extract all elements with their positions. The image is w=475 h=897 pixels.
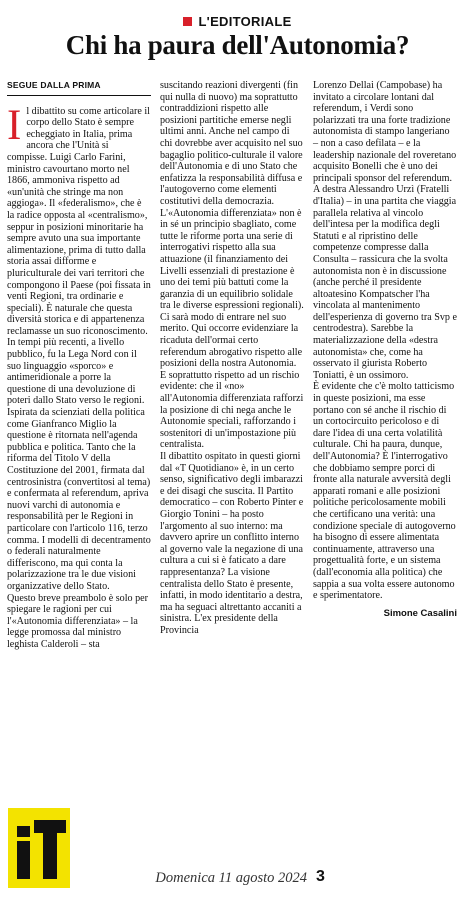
column-1: [7, 80, 151, 651]
paragraph: Lorenzo Dellai (Campobase) ha invitato a circolare lontani dal referendum, i Verdi sono polarizzati tra una forte tradizione autonomista di stampo langeriano – non a caso defilata – e la leadership nazionale del roveretano acquisito Bonelli che è uno dei principali sponsor del referendum.: [313, 80, 457, 184]
drop-cap: I: [7, 101, 22, 149]
paragraph: Il dibattito ospitato in questi giorni dal «T Quotidiano» è, in un certo senso, significativo degli imbarazzi e dei disagi che suscita. Il Partito democratico – con Roberto Pinter e Giorgio Tonini – ha posto l'argomento al suo interno: ma davvero aprire un conflitto interno al governo vale la negazione di una cultura a cui si è faticato a dare rappresentanza? La visione centralista dello Stato è presente, infatti, in modo identitario a destra, ma ha seguaci altrettanto accaniti a sinistra. L'ex presidente della Provincia: [160, 451, 304, 636]
paragraph-text: l dibattito su come articolare il corpo dello Stato è sempre echeggiato in Italia, prima ancora che l'Unità si compisse. Luigi Carlo Farini, ministro cavourtano morto nel 1866, ammoniva rispetto ad «un'unità che stringe ma non aggioga». Il «federalismo», che è la radice opposta al «centralismo», seppur in posizioni minoritarie ha sempre avuto una sua importante alimentazione, prima di tutto dalla storia assai difforme e pluriculturale dei vari territori che compongono il Paese (poi fissata in venti Regioni, tra ordinarie e speciali). È naturale che questa diversità storica e di appartenenza reclamasse un suo riconoscimento. In tempi più recenti, a livello pubblico, fu la Lega Nord con il suo linguaggio «sporco» e antimeridionale a porre la questione di una devoluzione di poteri dallo Stato verso le regioni. Ispirata da scienziati della politica come Gianfranco Miglio la questione è ritornata nell'agenda pubblica e politica. Tanto che la riforma del Titolo V della Costituzione del 2001, firmata dal centrosinistra (convertitosi al tema) e confermata al referendum, apriva nuovi varchi di autonomia e responsabilità per le Regioni in particolare con l'articolo 116, terzo comma. I modelli di decentramento o federali naturalmente differiscono, ma qui conta la polarizzazione tra le due visioni organizzative dello Stato.: [7, 105, 151, 592]
paragraph: [7, 101, 151, 593]
red-square-icon: [183, 17, 192, 26]
segue-label: SEGUE DALLA PRIMA: [7, 80, 151, 96]
paragraph: A destra Alessandro Urzì (Fratelli d'Italia) – in una partita che viaggia parallela relativa al vincolo dell'intesa per la modifica degli Statuti e al ripristino delle competenze compresse dalla Consulta – rassicura che la svolta autonomista non è in discussione (anche perché il presidente altoatesino Kompatscher l'ha vincolata al mantenimento dell'esperienza di governo tra Svp e centrodestra). Sarebbe la materializzazione della «destra autonomista» che, come ha osservato il giurista Roberto Toniatti, è un ossimoro.: [313, 184, 457, 381]
article-body: [7, 80, 468, 790]
section-kicker: [0, 14, 475, 29]
paragraph: suscitando reazioni divergenti (fin qui nulla di nuovo) ma soprattutto contraddizioni rispetto alle posizioni partitiche emerse negli ultimi anni. Anche nel campo di chi dovrebbe aver acquisito nel suo bagaglio politico-culturale il valore dell'Autonomia e di uno Stato che enfatizza la responsabilità diffusa e l'autogoverno come elementi costitutivi della democrazia. L'«Autonomia differenziata» non è in sé un principio sbagliato, come tutte le riforme porta una serie di interrogativi rispetto alla sua attuazione (il finanziamento dei Livelli essenziali di prestazione è uno dei temi più battuti come la garanzia di un equilibrio solidale tra le diverse espressioni regionali). Ci sarà modo di entrare nel suo merito. Qui occorre evidenziare la ricaduta dell'ormai certo referendum abrogativo rispetto alle posizioni della nostra Autonomia. E soprattutto rispetto ad un rischio evidente: che il «no» all'Autonomia differenziata rafforzi la posizione di chi nega anche le Autonomie speciali, rafforzando i sostenitori di un'impostazione più centralista.: [160, 80, 304, 451]
page-footer: [0, 868, 475, 892]
author-signature: Simone Casalini: [383, 607, 457, 619]
column-3: [313, 80, 457, 619]
headline: Chi ha paura dell'Autonomia?: [65, 30, 410, 60]
paragraph: Questo breve preambolo è solo per spiegare le ragioni per cui l'«Autonomia differenziata» – la legge promossa dal ministro leghista Calderoli – sta: [7, 592, 148, 650]
column-2: [160, 80, 304, 637]
page-number: 3: [316, 868, 325, 885]
kicker-label: L'EDITORIALE: [198, 14, 292, 29]
issue-date: Domenica 11 agosto 2024: [155, 870, 307, 886]
paragraph: È evidente che c'è molto tatticismo in queste posizioni, ma esse portano con sé anche il rischio di un cortocircuito pericoloso e di dare l'idea di una certa volatilità culturale. Chi ha paura, dunque, dell'Autonomia? È l'interrogativo che dobbiamo sempre porci di fronte alla naturale avversità degli apparati romani e alle posizioni politiche pericolosamente mobili che certificano una verità: una condizione speciale di autogoverno ha bisogno di essere alimentata continuamente, attraverso una progettualità forte, e un sistema (dall'economia alla politica) che sappia a sua volta essere autonomo e sperimentatore.: [313, 381, 456, 602]
